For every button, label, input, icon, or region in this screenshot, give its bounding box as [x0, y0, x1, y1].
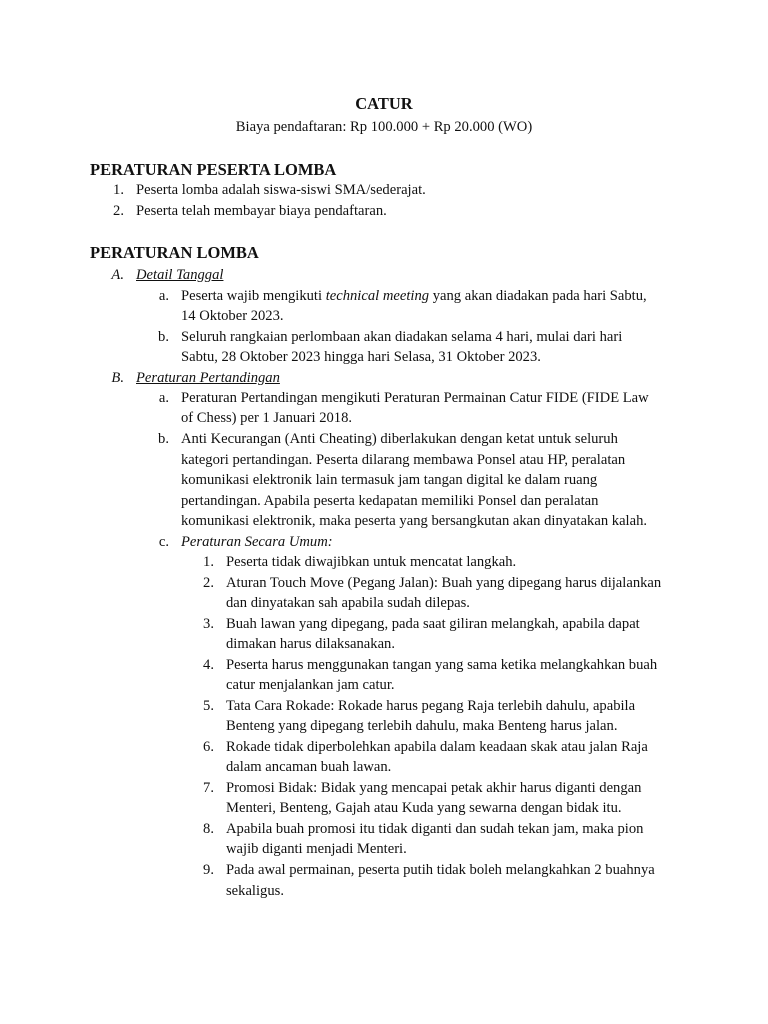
- rule-text: Apabila buah promosi itu tidak diganti dan sudah tekan jam, maka pion: [226, 821, 644, 837]
- rule-text: wajib diganti menjadi Menteri.: [226, 841, 407, 857]
- document-title: CATUR: [355, 94, 413, 113]
- list-item-number: 1.: [113, 182, 124, 198]
- competition-rules-heading: PERATURAN LOMBA: [90, 243, 259, 262]
- rule-text: Benteng yang dipegang terlebih dahulu, maka Benteng harus jalan.: [226, 718, 618, 734]
- list-item-text: komunikasi elektronik, maka peserta yang bersangkutan akan dinyatakan kalah.: [181, 513, 648, 529]
- list-item-text: Peserta telah membayar biaya pendaftaran.: [136, 203, 387, 219]
- participant-rules-heading: PERATURAN PESERTA LOMBA: [90, 160, 337, 179]
- section-a-title: Detail Tanggal: [136, 267, 224, 283]
- rule-text: Peserta tidak diwajibkan untuk mencatat langkah.: [226, 554, 517, 570]
- list-item-number: 2.: [113, 203, 124, 219]
- rule-number: 8.: [203, 821, 214, 837]
- rule-text: Aturan Touch Move (Pegang Jalan): Buah yang dipegang harus dijalankan: [226, 575, 662, 591]
- rule-number: 9.: [203, 862, 214, 878]
- list-item-text: of Chess) per 1 Januari 2018.: [181, 410, 353, 426]
- list-item-number: c.: [158, 534, 169, 550]
- rule-text: Menteri, Benteng, Gajah atau Kuda yang sewarna dengan bidak itu.: [226, 800, 622, 816]
- list-item-text: Peserta lomba adalah siswa-siswi SMA/sederajat.: [136, 182, 426, 198]
- registration-fee: Biaya pendaftaran: Rp 100.000 + Rp 20.000 (WO): [235, 119, 533, 135]
- list-item-text: pertandingan. Apabila peserta kedapatan memiliki Ponsel dan peralatan: [181, 493, 599, 509]
- technical-meeting-term: technical meeting: [325, 288, 430, 304]
- rule-number: 1.: [203, 554, 214, 570]
- general-rules-title: Peraturan Secara Umum:: [181, 534, 333, 550]
- rule-number: 3.: [203, 616, 214, 632]
- list-item-text: kategori pertandingan. Peserta dilarang membawa Ponsel atau HP, peralatan: [181, 452, 626, 468]
- rule-number: 7.: [203, 780, 214, 796]
- list-item-text: Seluruh rangkaian perlombaan akan diadakan selama 4 hari, mulai dari hari: [181, 329, 623, 345]
- rule-text: dan dinyatakan sah apabila sudah dilepas.: [226, 595, 470, 611]
- list-item-text: 14 Oktober 2023.: [181, 308, 284, 324]
- rule-text: Rokade tidak diperbolehkan apabila dalam keadaan skak atau jalan Raja: [226, 739, 648, 755]
- rule-text: Tata Cara Rokade: Rokade harus pegang Raja terlebih dahulu, apabila: [226, 698, 636, 714]
- list-item-text: Anti Kecurangan (Anti Cheating) diberlakukan dengan ketat untuk seluruh: [181, 431, 618, 447]
- list-item-text: komunikasi elektronik lain termasuk jam tangan digital ke dalam ruang: [181, 472, 598, 488]
- section-b-letter: B.: [111, 370, 124, 386]
- rule-text: catur menjalankan jam catur.: [226, 677, 395, 693]
- list-item-text: Sabtu, 28 Oktober 2023 hingga hari Selasa, 31 Oktober 2023.: [181, 349, 541, 365]
- rule-number: 4.: [203, 657, 214, 673]
- list-item-number: b.: [158, 431, 169, 447]
- rule-number: 5.: [203, 698, 214, 714]
- list-item-number: a.: [158, 390, 169, 406]
- rule-number: 6.: [203, 739, 214, 755]
- rule-number: 2.: [203, 575, 214, 591]
- section-a-letter: A.: [111, 267, 124, 283]
- list-item-text: Peraturan Pertandingan mengikuti Peraturan Permainan Catur FIDE (FIDE Law: [181, 390, 649, 406]
- rule-text: Peserta harus menggunakan tangan yang sama ketika melangkahkan buah: [226, 657, 658, 673]
- rule-text: Buah lawan yang dipegang, pada saat giliran melangkah, apabila dapat: [226, 616, 640, 632]
- list-item-text: Peserta wajib mengikuti technical meeting yang akan diadakan pada hari Sabtu,: [181, 288, 647, 304]
- rule-text: Promosi Bidak: Bidak yang mencapai petak akhir harus diganti dengan: [226, 780, 642, 796]
- section-b-title: Peraturan Pertandingan: [136, 370, 280, 386]
- rule-text: dalam ancaman buah lawan.: [226, 759, 392, 775]
- rule-text: dimakan harus dilaksanakan.: [226, 636, 395, 652]
- rule-text: sekaligus.: [226, 883, 284, 899]
- list-item-number: a.: [158, 288, 169, 304]
- rule-text: Pada awal permainan, peserta putih tidak boleh melangkahkan 2 buahnya: [226, 862, 655, 878]
- list-item-number: b.: [158, 329, 169, 345]
